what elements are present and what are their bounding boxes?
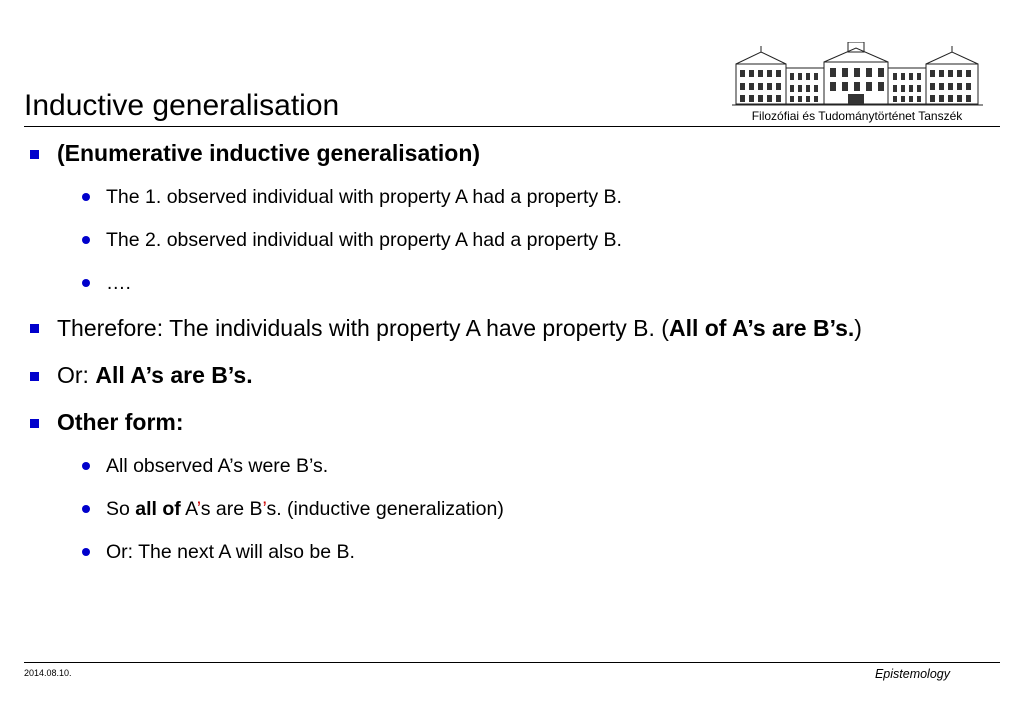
bullet-4-sub-1: All observed A’s were B’s. bbox=[106, 455, 329, 477]
bullet-1-sub-2: The 2. observed individual with property A had a property B. bbox=[106, 229, 622, 251]
dot-bullet-icon bbox=[82, 279, 90, 287]
sub-2-part-2: A bbox=[180, 498, 197, 520]
dot-bullet-icon bbox=[82, 462, 90, 470]
bullet-2-bold: All of A’s are B’s. bbox=[668, 315, 855, 341]
bullet-3-pre: Or: bbox=[57, 362, 96, 388]
square-bullet-icon bbox=[30, 150, 39, 159]
bullet-4-sub-2 bbox=[106, 496, 504, 522]
university-building-logo bbox=[730, 42, 985, 108]
sub-2-part-1: So bbox=[106, 498, 136, 520]
bullet-4-text: Other form: bbox=[57, 409, 184, 435]
bullet-3-bold: All A’s are B’s. bbox=[95, 362, 253, 388]
bullet-1-sub-1: The 1. observed individual with property A had a property B. bbox=[106, 186, 622, 208]
title-divider bbox=[24, 126, 1000, 127]
bullet-3-text bbox=[57, 360, 253, 390]
sub-2-apostrophe-2: ’ bbox=[262, 498, 267, 520]
slide-title: Inductive generalisation bbox=[24, 89, 340, 122]
sub-2-part-3: s are B bbox=[200, 498, 263, 520]
footer-subject: Epistemology bbox=[874, 667, 950, 681]
bullet-4-sub-3: Or: The next A will also be B. bbox=[106, 541, 355, 563]
bullet-2-text bbox=[57, 313, 862, 343]
square-bullet-icon bbox=[30, 419, 39, 428]
bullet-2-post: ) bbox=[854, 315, 862, 341]
sub-2-bold: all of bbox=[135, 498, 181, 520]
dot-bullet-icon bbox=[82, 236, 90, 244]
square-bullet-icon bbox=[30, 324, 39, 333]
dot-bullet-icon bbox=[82, 548, 90, 556]
dot-bullet-icon bbox=[82, 193, 90, 201]
dot-bullet-icon bbox=[82, 505, 90, 513]
department-name: Filozófiai és Tudománytörténet Tanszék bbox=[751, 109, 963, 123]
bullet-2-pre: Therefore: The individuals with property A have property B. ( bbox=[57, 315, 669, 341]
footer-divider bbox=[24, 662, 1000, 663]
footer-date: 2014.08.10. bbox=[24, 668, 72, 678]
square-bullet-icon bbox=[30, 372, 39, 381]
bullet-1-sub-3: …. bbox=[106, 272, 131, 294]
sub-2-part-4: s. (inductive generalization) bbox=[266, 498, 504, 520]
sub-2-apostrophe-1: ’ bbox=[196, 498, 201, 520]
bullet-1-text: (Enumerative inductive generalisation) bbox=[57, 140, 481, 166]
